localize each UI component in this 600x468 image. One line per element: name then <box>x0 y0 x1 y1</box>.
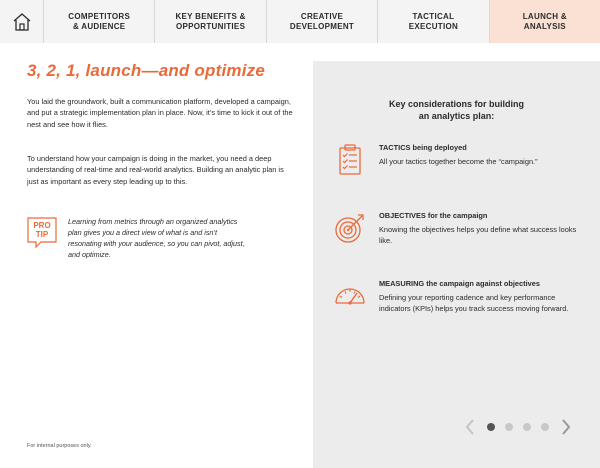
page-dot-3[interactable] <box>523 423 531 431</box>
tactics-body: All your tactics together become the “campaign.” <box>379 157 538 166</box>
prev-button[interactable] <box>463 418 477 436</box>
page-dot-4[interactable] <box>541 423 549 431</box>
tab-launch-analysis[interactable]: LAUNCH & ANALYSIS <box>490 0 600 43</box>
tactics-heading: TACTICS being deployed <box>379 143 467 152</box>
objectives-body: Knowing the objectives helps you define what success looks like. <box>379 225 577 245</box>
pagination <box>463 418 573 436</box>
next-button[interactable] <box>559 418 573 436</box>
home-icon <box>12 12 32 32</box>
tab-creative-development[interactable]: CREATIVE DEVELOPMENT <box>267 0 378 43</box>
pro-tip-badge-line2: TIP <box>35 230 49 239</box>
objectives-heading: OBJECTIVES for the campaign <box>379 211 488 220</box>
measuring-body: Defining your reporting cadence and key performance indicators (KPIs) helps you track success moving forward. <box>379 293 569 313</box>
tab-tactical-execution[interactable]: TACTICAL EXECUTION <box>378 0 489 43</box>
measuring-heading: MEASURING the campaign against objectives <box>379 279 540 288</box>
main-content <box>0 43 313 468</box>
footnote: For internal purposes only. <box>27 443 92 449</box>
pro-tip-text: Learning from metrics through an organized analytics plan gives you a direct view of what is and isn’t resonating with your audience, so you can pivot, adjust, and optimize. <box>68 217 245 259</box>
pro-tip-badge <box>27 217 57 248</box>
page-title: 3, 2, 1, launch—and optimize <box>27 61 265 80</box>
page-dot-1[interactable] <box>487 423 495 431</box>
page-dot-2[interactable] <box>505 423 513 431</box>
panel-title: Key considerations for building an analytics plan: <box>388 99 524 121</box>
intro-paragraph: You laid the groundwork, built a communication platform, developed a campaign, and put a strategic implementation plan in place. Now, it’s time to kick it out of the nest and see how it flies. <box>27 97 293 129</box>
home-button[interactable] <box>0 0 44 43</box>
gauge-meter-icon <box>333 279 367 313</box>
pro-tip-badge-line1: PRO <box>33 221 51 230</box>
key-considerations-panel <box>313 61 600 468</box>
analytics-paragraph: To understand how your campaign is doing in the market, you need a deep understanding of real-time and real-world analytics. Building an analytic plan is just as important as every step leading up to this. <box>27 154 284 186</box>
chevron-right-icon <box>561 419 571 435</box>
clipboard-checklist-icon <box>333 143 367 177</box>
chevron-left-icon <box>465 419 475 435</box>
tab-competitors-audience[interactable]: COMPETITORS & AUDIENCE <box>44 0 155 43</box>
top-navigation <box>0 0 600 43</box>
tab-key-benefits-opportunities[interactable]: KEY BENEFITS & OPPORTUNITIES <box>155 0 266 43</box>
target-arrow-icon <box>333 211 367 245</box>
